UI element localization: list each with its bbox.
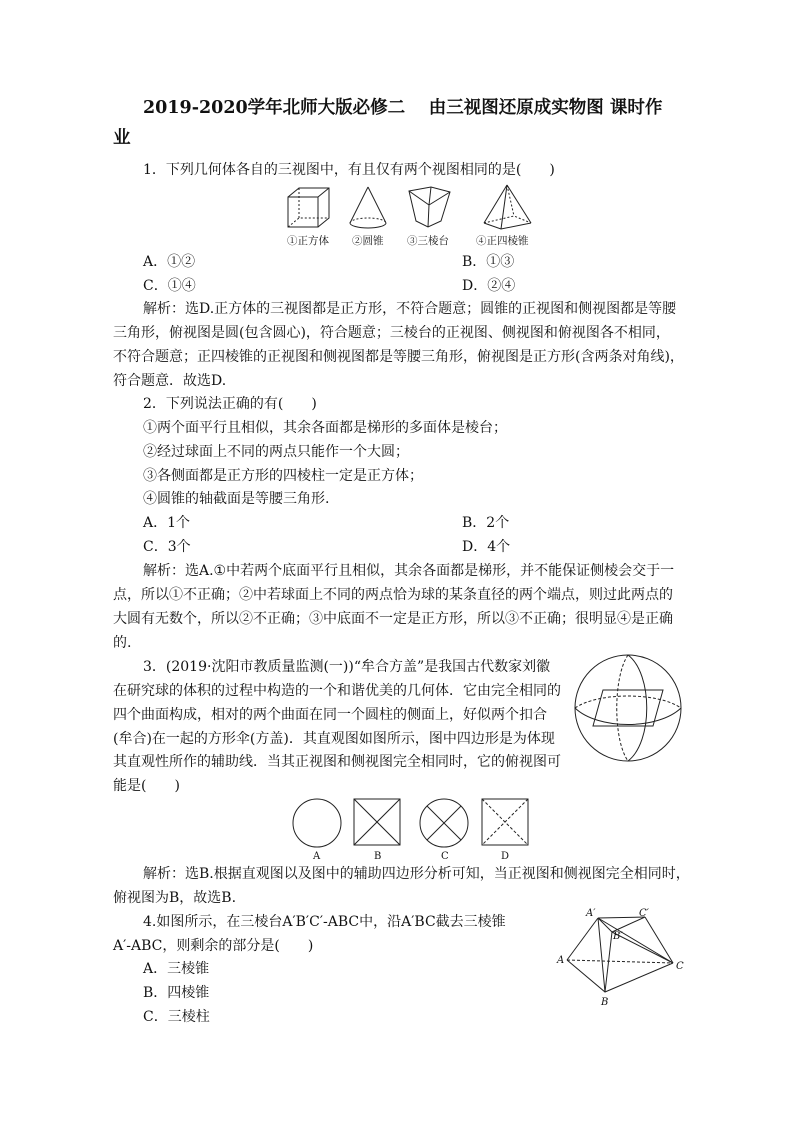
q3-choice-label: B	[374, 851, 382, 862]
q3-choice-figures	[290, 793, 535, 863]
q2-option-b: B．2个	[462, 515, 510, 531]
q1-fig-label: ②圆锥	[352, 235, 384, 247]
q4-stem-line: A′-ABC，则剩余的部分是( )	[113, 938, 314, 954]
q3-choice-label: A	[313, 851, 321, 862]
q2-analysis-line: 点，所以①不正确；②中若球面上不同的两点恰为球的某条直径的两个端点，则过此两点的	[113, 587, 673, 603]
frustum-abc-figure	[555, 905, 690, 1020]
vertex-label: B′	[613, 931, 623, 942]
q1-analysis-line: 三角形，俯视图是圆(包含圆心)，符合题意；三棱台的正视图、侧视图和俯视图各不相同，	[113, 325, 670, 341]
q1-figures	[280, 183, 550, 248]
cube-figure	[288, 188, 329, 227]
q4-option-c: C．三棱柱	[143, 1009, 210, 1025]
q2-analysis-line: 大圆有无数个，所以②不正确；③中底面不一定是正方形，所以③不正确；很明显④是正确	[113, 611, 673, 627]
q2-option-d: D．4个	[462, 539, 511, 555]
q1-fig-label: ④正四棱锥	[476, 235, 529, 247]
q3-analysis-line: 俯视图为B，故选B.	[113, 890, 237, 906]
q2-statement: ④圆锥的轴截面是等腰三角形.	[143, 491, 330, 507]
q1-option-b: B．①③	[462, 254, 515, 270]
q2-statement: ①两个面平行且相似，其余各面都是梯形的多面体是棱台；	[143, 420, 507, 436]
q4-stem-line: 4.如图所示，在三棱台A′B′C′-ABC中，沿A′BC截去三棱锥	[143, 914, 506, 930]
q1-fig-label: ①正方体	[287, 235, 329, 247]
q1-analysis-line: 符合题意．故选D.	[113, 373, 227, 389]
vertex-label: C	[676, 961, 684, 972]
q1-fig-label: ③三棱台	[407, 235, 449, 247]
q1-stem: 1．下列几何体各自的三视图中，有且仅有两个视图相同的是( )	[143, 162, 555, 178]
q3-stem-line: 3．(2019·沈阳市教质量监测(一))“牟合方盖”是我国古代数家刘徽	[143, 659, 551, 675]
q3-stem-line: 能是( )	[113, 778, 180, 794]
q3-choice-label: D	[501, 851, 510, 862]
q2-stem: 2．下列说法正确的有( )	[143, 396, 317, 412]
vertex-label: A	[557, 955, 565, 966]
q2-statement: ②经过球面上不同的两点只能作一个大圆；	[143, 444, 409, 460]
q1-option-c: C．①④	[143, 278, 196, 294]
q1-option-a: A．①②	[143, 254, 196, 270]
pyramid-figure	[484, 185, 531, 229]
cone-figure	[350, 187, 386, 228]
choice-c-circle-with-cross	[420, 799, 468, 847]
q3-analysis-line: 解析：选B.根据直观图以及图中的辅助四边形分析可知，当正视图和侧视图完全相同时，	[143, 866, 690, 882]
q2-analysis-line: 解析：选A.①中若两个底面平行且相似，其余各面都是梯形，并不能保证侧棱会交于一	[143, 563, 675, 579]
q3-stem-line: 在研究球的体积的过程中构造的一个和谐优美的几何体．它由完全相同的	[113, 683, 561, 699]
q1-analysis-line: 解析：选D.正方体的三视图都是正方形，不符合题意；圆锥的正视图和侧视图都是等腰	[143, 301, 677, 317]
vertex-label: C′	[639, 908, 649, 919]
q4-option-a: A．三棱锥	[143, 961, 210, 977]
q2-statement: ③各侧面都是正方形的四棱柱一定是正方体；	[143, 468, 423, 484]
page-title-continuation: 业	[113, 128, 131, 148]
mouhe-fanggai-figure	[573, 652, 683, 764]
q3-stem-line: 四个曲面构成，相对的两个曲面在同一个圆柱的侧面上，好似两个扣合	[113, 707, 547, 723]
q2-analysis-line: 的.	[113, 635, 132, 651]
q1-option-d: D．②④	[462, 278, 516, 294]
q2-option-a: A．1个	[143, 515, 191, 531]
choice-a-circle	[293, 799, 341, 847]
q1-analysis-line: 不符合题意；正四棱锥的正视图和侧视图都是等腰三角形，俯视图是正方形(含两条对角线)，	[113, 349, 684, 365]
q3-choice-label: C	[441, 851, 449, 862]
q2-option-c: C．3个	[143, 539, 191, 555]
vertex-label: B	[601, 997, 609, 1008]
q4-option-b: B．四棱锥	[143, 985, 210, 1001]
choice-b-square-with-diagonals	[354, 799, 400, 845]
choice-d-square-dashed-diagonals	[482, 799, 528, 845]
page-title: 2019-2020学年北师大版必修二 由三视图还原成实物图 课时作	[143, 98, 663, 118]
frustum-figure	[409, 187, 450, 227]
q3-stem-line: 其直观性所作的辅助线．当其正视图和侧视图完全相同时，它的俯视图可	[113, 754, 561, 770]
q3-stem-line: (牟合)在一起的方形伞(方盖)．其直观图如图所示，图中四边形是为体现	[113, 731, 555, 747]
vertex-label: A′	[586, 908, 596, 919]
